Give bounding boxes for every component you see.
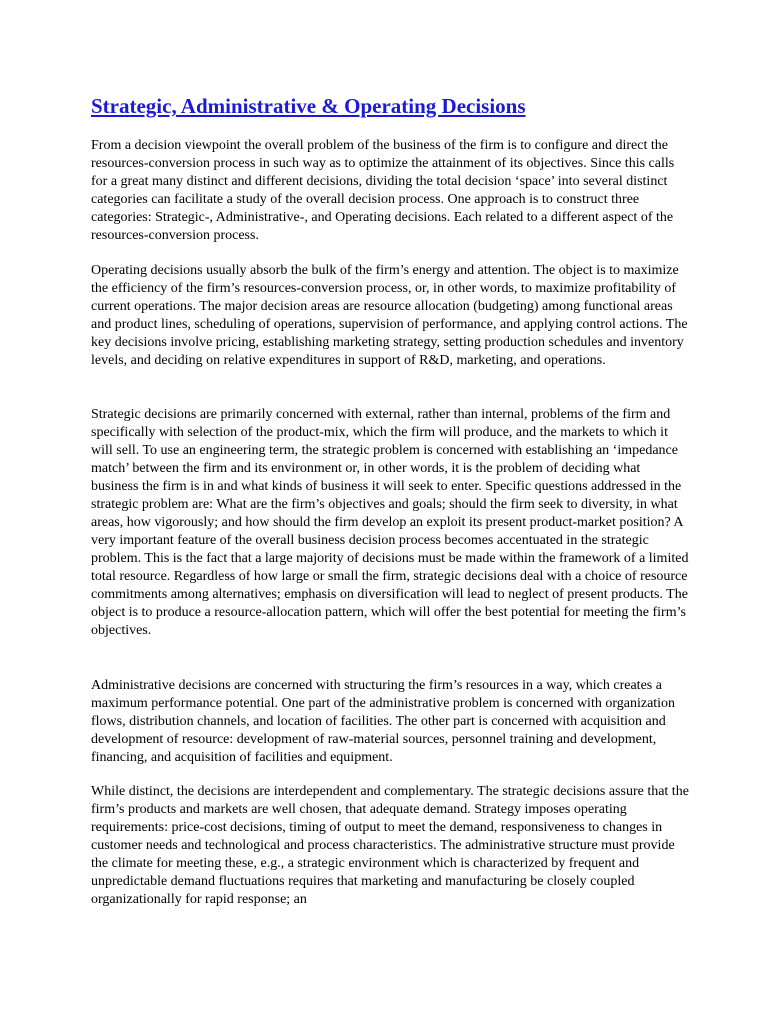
paragraph-strategic: Strategic decisions are primarily concerned with external, rather than internal, problems of the firm and specifically with selection of the product-mix, which the firm will produce, and the markets to which it will sell. To use an engineering term, the strategic problem is concerned with establishing an ‘impedance match’ between the firm and its environment or, in other words, it is the problem of deciding what business the firm is in and what kinds of business it will seek to enter. Specific questions addressed in the strategic problem are: What are the firm’s objectives and goals; should the firm seek to diversity, in what areas, how vigorously; and how should the firm develop an exploit its present product-market position? A very important feature of the overall business decision process becomes accentuated in the strategic problem. This is the fact that a large majority of decisions must be made within the framework of a limited total resource. Regardless of how large or small the firm, strategic decisions deal with a choice of resource commitments among alternatives; emphasis on diversification will lead to neglect of present products. The object is to produce a resource-allocation pattern, which will offer the best potential for meeting the firm’s objectives. [91, 407, 689, 638]
document-title: Strategic, Administrative & Operating Decisions [91, 94, 526, 118]
paragraph-administrative: Administrative decisions are concerned with structuring the firm’s resources in a way, which creates a maximum performance potential. One part of the administrative problem is concerned with organization flows, distribution channels, and location of facilities. The other part is concerned with acquisition and development of resource: development of raw-material sources, personnel training and development, financing, and acquisition of facilities and equipment. [91, 678, 676, 765]
paragraph-interdependence: While distinct, the decisions are interdependent and complementary. The strategic decisions assure that the firm’s products and markets are well chosen, that adequate demand. Strategy imposes operating requirements: price-cost decisions, timing of output to meet the demand, responsiveness to changes in customer needs and technological and process characteristics. The administrative structure must provide the climate for meeting these, e.g., a strategic environment which is characterized by frequent and unpredictable demand fluctuations requires that marketing and manufacturing be closely coupled organizationally for rapid response; an [91, 784, 689, 907]
paragraph-intro: From a decision viewpoint the overall problem of the business of the firm is to configure and direct the resources-conversion process in such way as to optimize the attainment of its objectives. Since this calls for a great many distinct and different decisions, dividing the total decision ‘space’ into several distinct categories can facilitate a study of the overall decision process. One approach is to construct three categories: Strategic-, Administrative-, and Operating decisions. Each related to a different aspect of the resources-conversion process. [91, 138, 675, 243]
paragraph-operating: Operating decisions usually absorb the bulk of the firm’s energy and attention. The object is to maximize the efficiency of the firm’s resources-conversion process, or, in other words, to maximize profitability of current operations. The major decision areas are resource allocation (budgeting) among functional areas and product lines, scheduling of operations, supervision of performance, and applying control actions. The key decisions involve pricing, establishing marketing strategy, setting production schedules and inventory levels, and deciding on relative expenditures in support of R&D, marketing, and operations. [91, 263, 688, 368]
